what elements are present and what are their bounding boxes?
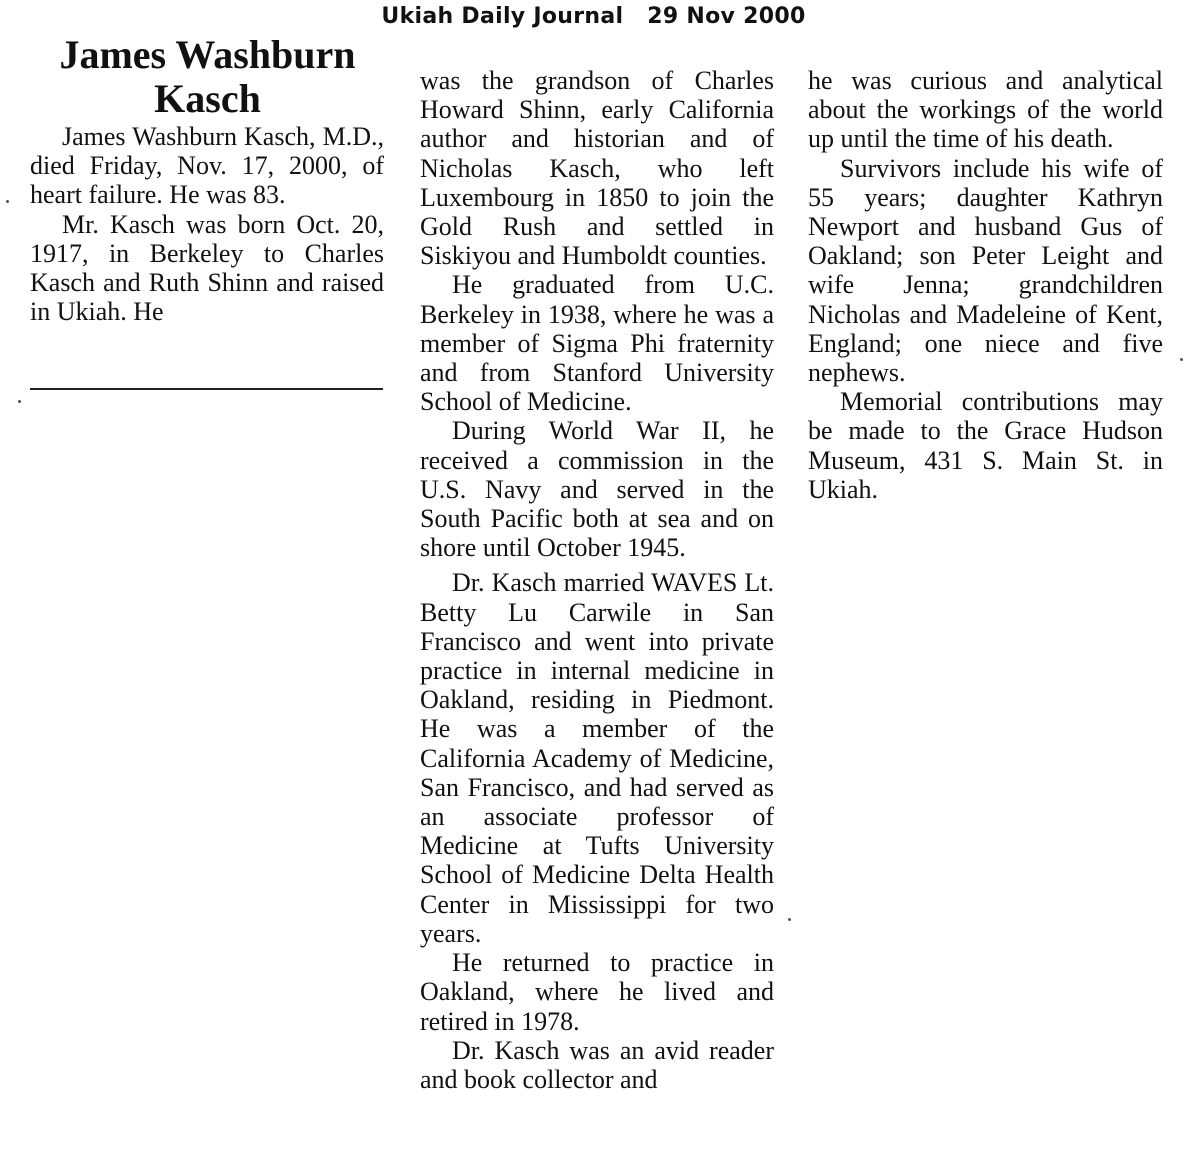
print-speck: [1180, 358, 1183, 361]
publication-name: Ukiah Daily Journal: [381, 4, 624, 29]
article-column-2: [420, 66, 774, 1094]
paragraph-memorial: Memorial contributions may be made to the Grace Hudson Museum, 431 S. Main St. in Ukiah.: [808, 387, 1163, 504]
print-speck: [788, 918, 791, 921]
article-column-1: [30, 122, 384, 326]
obituary-headline: [30, 33, 385, 121]
headline-line-1: James Washburn: [59, 32, 356, 77]
paragraph-birth: Mr. Kasch was born Oct. 20, 1917, in Berkeley to Charles Kasch and Ruth Shinn and raised in Ukiah. He: [30, 209, 384, 327]
masthead: [0, 4, 1187, 29]
headline-line-2: Kasch: [154, 76, 261, 121]
paragraph-curiosity: he was curious and analytical about the workings of the world up until the time of his death.: [808, 66, 1163, 154]
publication-date: 29 Nov 2000: [647, 4, 806, 29]
paragraph-retirement: He returned to practice in Oakland, where he lived and retired in 1978.: [420, 948, 774, 1036]
column-divider-rule: [30, 388, 383, 390]
paragraph-marriage-career: Dr. Kasch married WAVES Lt. Betty Lu Carwile in San Francisco and went into private practice in internal medicine in Oakland, residing in Piedmont. He was a member of the California Academy of Medicine, San Francisco, and had served as an associate professor of Medicine at Tufts University School of Medicine Delta Health Center in Mississippi for two years.: [420, 568, 774, 948]
paragraph-death-notice: James Washburn Kasch, M.D., died Friday, Nov. 17, 2000, of heart failure. He was 83.: [30, 122, 384, 210]
article-column-3: [808, 66, 1163, 504]
print-speck: [18, 400, 21, 403]
paragraph-military-service: During World War II, he received a commission in the U.S. Navy and served in the South Pacific both at sea and on shore until October 1945.: [420, 416, 774, 563]
paragraph-education: He graduated from U.C. Berkeley in 1938, where he was a member of Sigma Phi fraternity and from Stanford University School of Medicine.: [420, 270, 774, 417]
paragraph-interests: Dr. Kasch was an avid reader and book collector and: [420, 1035, 774, 1094]
paragraph-survivors: Survivors include his wife of 55 years; daughter Kathryn Newport and husband Gus of Oakland; son Peter Leight and wife Jenna; grandchildren Nicholas and Madeleine of Kent, England; one niece and five nephews.: [808, 153, 1163, 388]
print-speck: [6, 200, 9, 203]
paragraph-ancestry: was the grandson of Charles Howard Shinn, early California author and historian and of Nicholas Kasch, who left Luxembourg in 1850 to join the Gold Rush and settled in Siskiyou and Humboldt counties.: [420, 66, 774, 271]
